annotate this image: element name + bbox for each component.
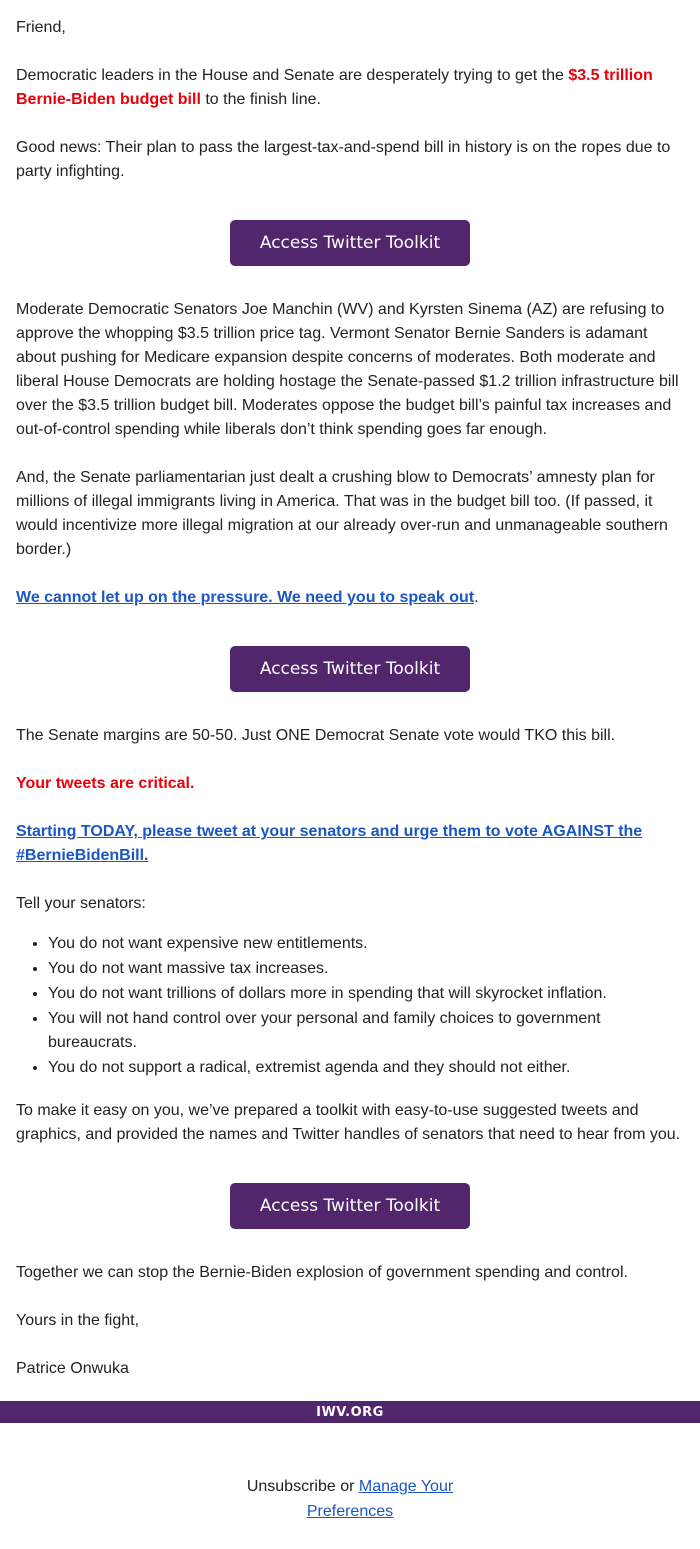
speak-out-paragraph bbox=[16, 586, 684, 610]
manage-preferences-link[interactable]: Manage Your Preferences bbox=[306, 1478, 454, 1520]
signature: Patrice Onwuka bbox=[16, 1360, 129, 1377]
list-item: • You do not want massive tax increases. bbox=[48, 957, 684, 981]
greeting: Friend, bbox=[16, 19, 66, 36]
intro-text: Democratic leaders in the House and Senate are desperately trying to get the bbox=[16, 67, 569, 84]
unsubscribe-prefix: Unsubscribe or bbox=[246, 1478, 359, 1495]
budget-bill-highlight: $3.5 trillion Bernie-Biden budget bill bbox=[16, 67, 653, 108]
access-toolkit-button[interactable]: Access Twitter Toolkit bbox=[230, 220, 470, 266]
moderates-paragraph: Moderate Democratic Senators Joe Manchin (WV) and Kyrsten Sinema (AZ) are refusing to approve the whopping $3.5 trillion price tag. Vermont Senator Bernie Sanders is adamant about pushing for Medicare expansion despite concerns of moderates. Both moderate and liberal House Democrats are holding hostage the Senate-passed $1.2 trillion infrastructure bill over the $3.5 trillion budget bill. Moderates oppose the budget bill’s painful tax increases and out-of-control spending while liberals don’t think spending goes far enough. bbox=[16, 301, 679, 438]
good-news-paragraph: Good news: Their plan to pass the largest-tax-and-spend bill in history is on the ropes due to party infighting. bbox=[16, 139, 671, 180]
intro-paragraph bbox=[16, 64, 684, 112]
parliamentarian-paragraph: And, the Senate parliamentarian just dealt a crushing blow to Democrats’ amnesty plan for millions of illegal immigrants living in America. That was in the budget bill too. (If passed, it would incentivize more illegal migration at our already over-run and unmanageable southern border.) bbox=[16, 469, 668, 558]
talking-points-list bbox=[16, 932, 684, 1081]
footer-brand-bar[interactable] bbox=[0, 1401, 700, 1423]
unsubscribe-block bbox=[230, 1474, 470, 1524]
tweet-senators-link[interactable]: Starting TODAY, please tweet at your senators and urge them to vote AGAINST the #BernieBidenBill. bbox=[16, 823, 643, 864]
intro-text-end: to the finish line. bbox=[200, 91, 321, 108]
list-item: • You do not want expensive new entitlements. bbox=[48, 932, 684, 956]
speak-out-period: . bbox=[474, 589, 479, 606]
toolkit-paragraph: To make it easy on you, we’ve prepared a toolkit with easy-to-use suggested tweets and graphics, and provided the names and Twitter handles of senators that need to hear from you. bbox=[16, 1102, 681, 1143]
footer-brand-link[interactable]: IWV.ORG bbox=[316, 1404, 384, 1420]
access-toolkit-button-2[interactable]: Access Twitter Toolkit bbox=[230, 646, 470, 692]
together-paragraph: Together we can stop the Bernie-Biden explosion of government spending and control. bbox=[16, 1264, 628, 1281]
list-item: • You do not support a radical, extremist agenda and they should not either. bbox=[48, 1056, 684, 1080]
list-item: • You will not hand control over your personal and family choices to government bureaucrats. bbox=[48, 1007, 684, 1055]
access-toolkit-button-3[interactable]: Access Twitter Toolkit bbox=[230, 1183, 470, 1229]
speak-out-link[interactable]: We cannot let up on the pressure. We need you to speak out bbox=[16, 589, 475, 606]
senate-margins-paragraph: The Senate margins are 50-50. Just ONE Democrat Senate vote would TKO this bill. bbox=[16, 727, 616, 744]
signoff: Yours in the fight, bbox=[16, 1312, 140, 1329]
list-item: • You do not want trillions of dollars more in spending that will skyrocket inflation. bbox=[48, 982, 684, 1006]
tweet-call-paragraph bbox=[16, 820, 684, 868]
tweets-critical-heading: Your tweets are critical. bbox=[16, 775, 195, 792]
tell-senators-label: Tell your senators: bbox=[16, 895, 146, 912]
